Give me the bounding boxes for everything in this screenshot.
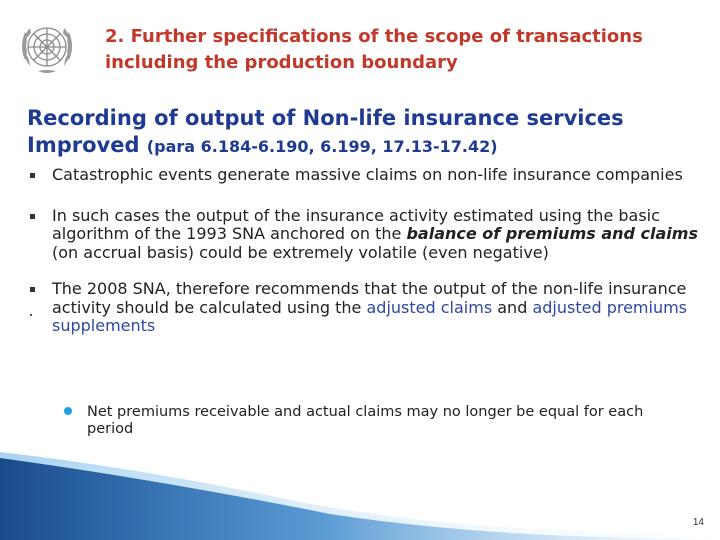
square-bullet-icon [30,214,35,219]
bullet-emphasis: balance of premiums and claims [406,224,698,243]
square-bullet-icon [30,287,35,292]
bullet-text: and [497,297,528,317]
round-bullet-icon [64,407,72,415]
bullet-item [28,280,698,336]
page-number: 14 [692,517,704,528]
bullet-text: (on accrual basis) could be extremely volatile (even negative) [52,242,549,262]
subtitle-line-1: Recording of output of Non-life insurance services [27,106,624,130]
sub-bullet-text: Net premiums receivable and actual claims may no longer be equal for each period [87,404,644,437]
square-bullet-icon [30,173,35,178]
bullet-highlight: adjusted claims [366,297,493,317]
bullet-text: The 2008 SNA, therefore recommends that the output of the non-life insurance activity should be calculated using the [52,279,687,317]
bullet-list [28,166,698,336]
bullet-text: Catastrophic events generate massive claims on non-life insurance companies [52,165,683,184]
slide-title-line-2: including the production boundary [105,52,458,73]
slide-title-line-1: 2. Further specifications of the scope of transactions [105,26,643,47]
subtitle-paragraph-reference: (para 6.184-6.190, 6.199, 17.13-17.42) [146,137,498,156]
slide-subtitle [27,105,707,160]
decorative-swoosh [0,440,720,540]
sub-bullet-item [64,404,687,438]
bullet-text: In such cases the output of the insurance activity estimated using the basic algorithm of the 1993 SNA anchored on the [52,205,660,243]
bullet-item [28,207,698,263]
bullet-item [28,166,698,185]
subtitle-improved: Improved [27,133,140,157]
stray-dot [30,314,32,316]
un-emblem-icon [16,16,78,78]
subtitle-line-2 [27,132,707,160]
slide-title [105,24,705,76]
bullet-highlight: adjusted premiums supplements [52,297,688,335]
